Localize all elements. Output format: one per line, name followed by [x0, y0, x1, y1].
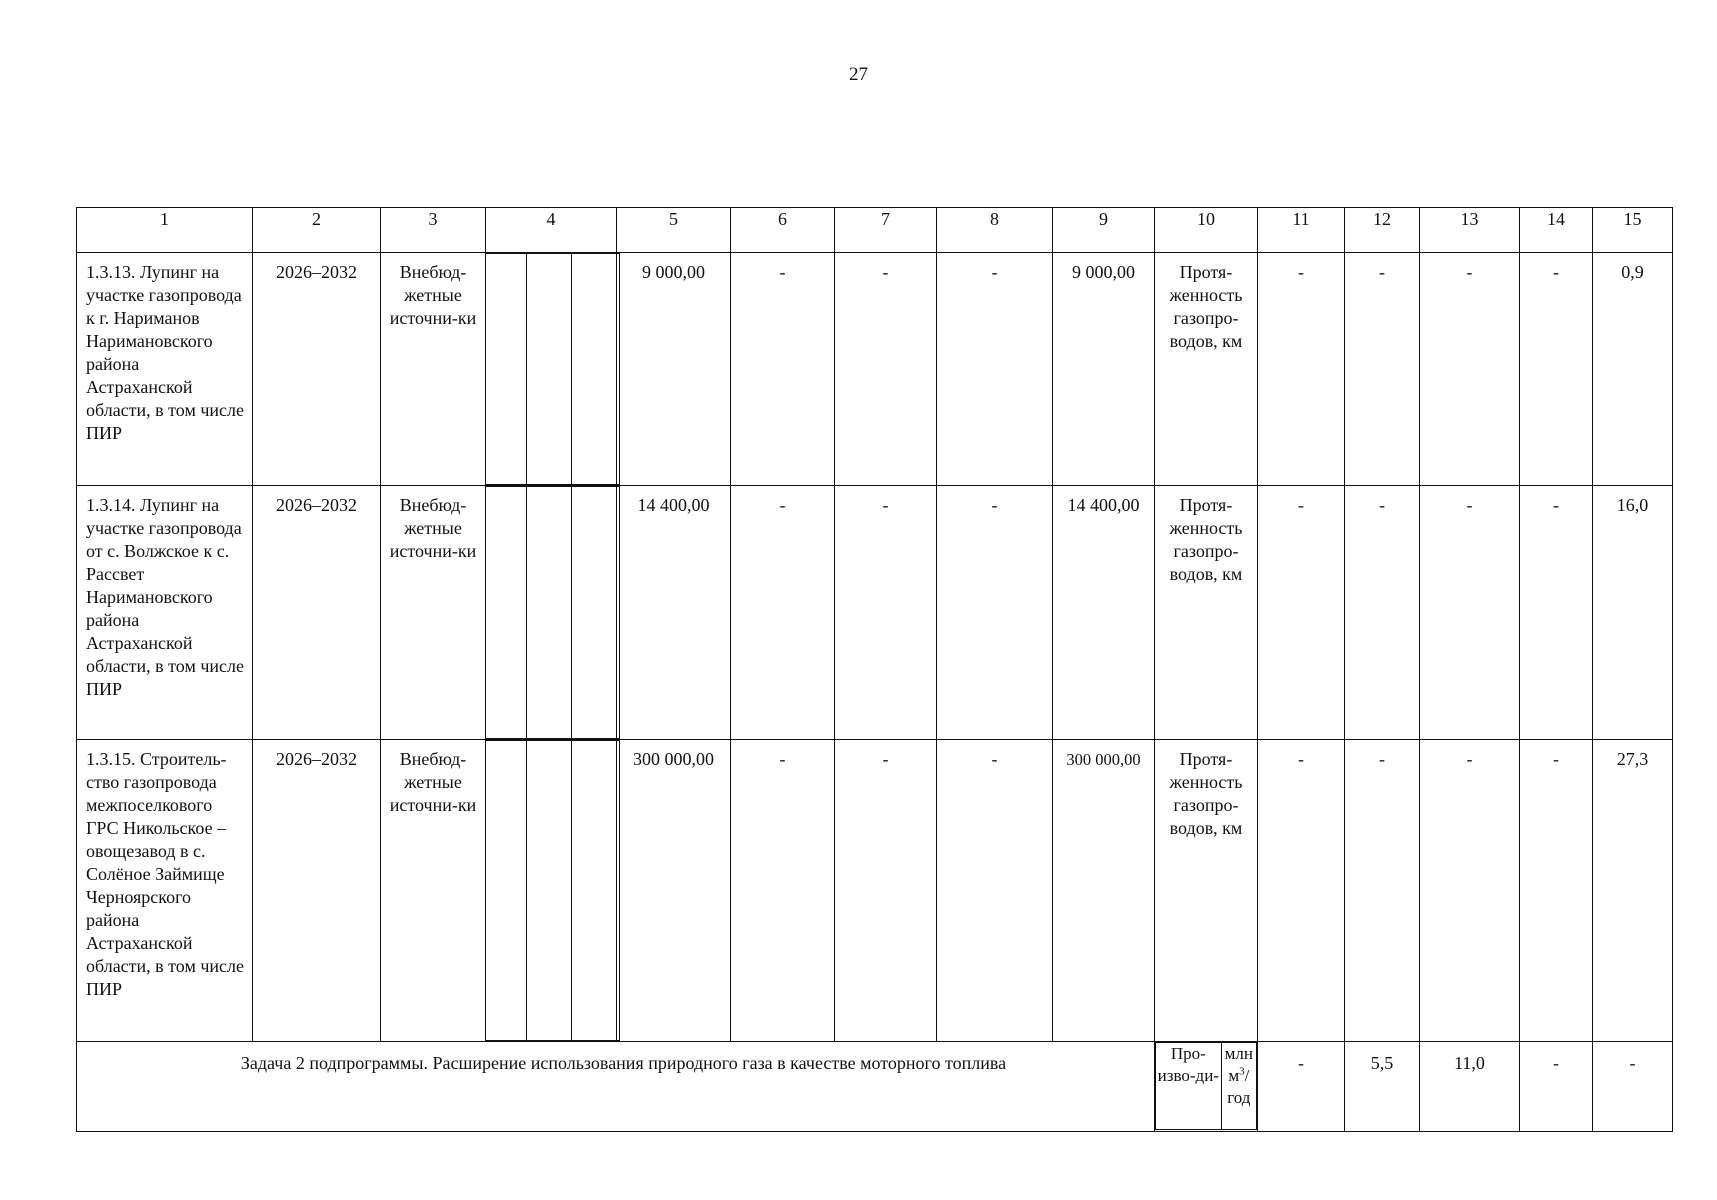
value-cell: 0,9 [1593, 253, 1673, 486]
col-header: 14 [1520, 208, 1593, 253]
value-cell: - [731, 253, 835, 486]
unit-tail: / год [1227, 1066, 1251, 1107]
source-cell: Внебюд-жетные источни-ки [381, 740, 486, 1042]
value-cell: - [937, 740, 1053, 1042]
col4-subcells [486, 253, 617, 486]
col-header: 12 [1345, 208, 1420, 253]
col4-subcells [486, 740, 617, 1042]
measure-name: 1.3.14. Лупинг на участке газопровода от с. Волжское к с. Рассвет Наримановского района Астраханской области, в том числе ПИР [77, 486, 253, 740]
period-cell: 2026–2032 [253, 740, 381, 1042]
col-header: 10 [1155, 208, 1258, 253]
task-indicator: Про-изво-ди- [1156, 1043, 1222, 1130]
value-cell: - [1258, 486, 1345, 740]
value-cell: - [1345, 740, 1420, 1042]
value-cell: - [1345, 253, 1420, 486]
col-header: 7 [835, 208, 937, 253]
value-cell: - [1258, 1042, 1345, 1132]
task-indicator-cell [1155, 1042, 1258, 1132]
value-cell: - [1258, 740, 1345, 1042]
unit-sup: 3 [1239, 1065, 1245, 1078]
col-header: 2 [253, 208, 381, 253]
value-cell: - [835, 740, 937, 1042]
table-row [77, 486, 1673, 740]
value-cell: - [835, 486, 937, 740]
col-header: 8 [937, 208, 1053, 253]
value-cell: - [1258, 253, 1345, 486]
value-cell: 27,3 [1593, 740, 1673, 1042]
task-row [77, 1042, 1673, 1132]
value-cell: - [1520, 740, 1593, 1042]
value-cell: - [731, 740, 835, 1042]
col-header: 4 [486, 208, 617, 253]
measure-name: 1.3.13. Лупинг на участке газопровода к г. Нариманов Наримановского района Астраханской области, в том числе ПИР [77, 253, 253, 486]
value-cell: - [1593, 1042, 1673, 1132]
source-cell: Внебюд-жетные источни-ки [381, 253, 486, 486]
measure-name: 1.3.15. Строитель-ство газопровода межпоселкового ГРС Никольское – овощезавод в с. Солёное Займище Черноярского района Астраханской области, в том числе ПИР [77, 740, 253, 1042]
total-cell: 14 400,00 [617, 486, 731, 740]
value-cell: 14 400,00 [1053, 486, 1155, 740]
page-number: 27 [849, 64, 868, 85]
col-header: 1 [77, 208, 253, 253]
total-cell: 9 000,00 [617, 253, 731, 486]
value-cell: 16,0 [1593, 486, 1673, 740]
col-header: 6 [731, 208, 835, 253]
value-cell: 11,0 [1420, 1042, 1520, 1132]
col-header: 5 [617, 208, 731, 253]
value-cell: - [937, 253, 1053, 486]
col-header: 3 [381, 208, 486, 253]
col-header: 11 [1258, 208, 1345, 253]
indicator-cell: Протя-женность газопро-водов, км [1155, 253, 1258, 486]
value-cell: - [1345, 486, 1420, 740]
table-row [77, 740, 1673, 1042]
total-cell: 300 000,00 [617, 740, 731, 1042]
col4-subcells [486, 486, 617, 740]
period-cell: 2026–2032 [253, 486, 381, 740]
table-row [77, 253, 1673, 486]
task-unit [1221, 1043, 1256, 1130]
indicator-cell: Протя-женность газопро-водов, км [1155, 486, 1258, 740]
value-cell: - [1420, 486, 1520, 740]
value-cell: 9 000,00 [1053, 253, 1155, 486]
value-cell: - [937, 486, 1053, 740]
source-cell: Внебюд-жетные источни-ки [381, 486, 486, 740]
value-cell: - [731, 486, 835, 740]
value-cell: - [1520, 486, 1593, 740]
column-number-row [77, 208, 1673, 253]
value-cell: - [1420, 740, 1520, 1042]
value-cell: - [1520, 1042, 1593, 1132]
indicator-cell: Протя-женность газопро-водов, км [1155, 740, 1258, 1042]
col-header: 15 [1593, 208, 1673, 253]
col-header: 13 [1420, 208, 1520, 253]
program-table [76, 207, 1673, 1132]
value-cell: 5,5 [1345, 1042, 1420, 1132]
value-cell: - [1520, 253, 1593, 486]
period-cell: 2026–2032 [253, 253, 381, 486]
value-cell: - [1420, 253, 1520, 486]
unit-main: млн м [1224, 1044, 1253, 1085]
value-cell: - [835, 253, 937, 486]
value-cell: 300 000,00 [1053, 740, 1155, 1042]
col-header: 9 [1053, 208, 1155, 253]
task-title: Задача 2 подпрограммы. Расширение использования природного газа в качестве моторного топлива [77, 1042, 1155, 1132]
